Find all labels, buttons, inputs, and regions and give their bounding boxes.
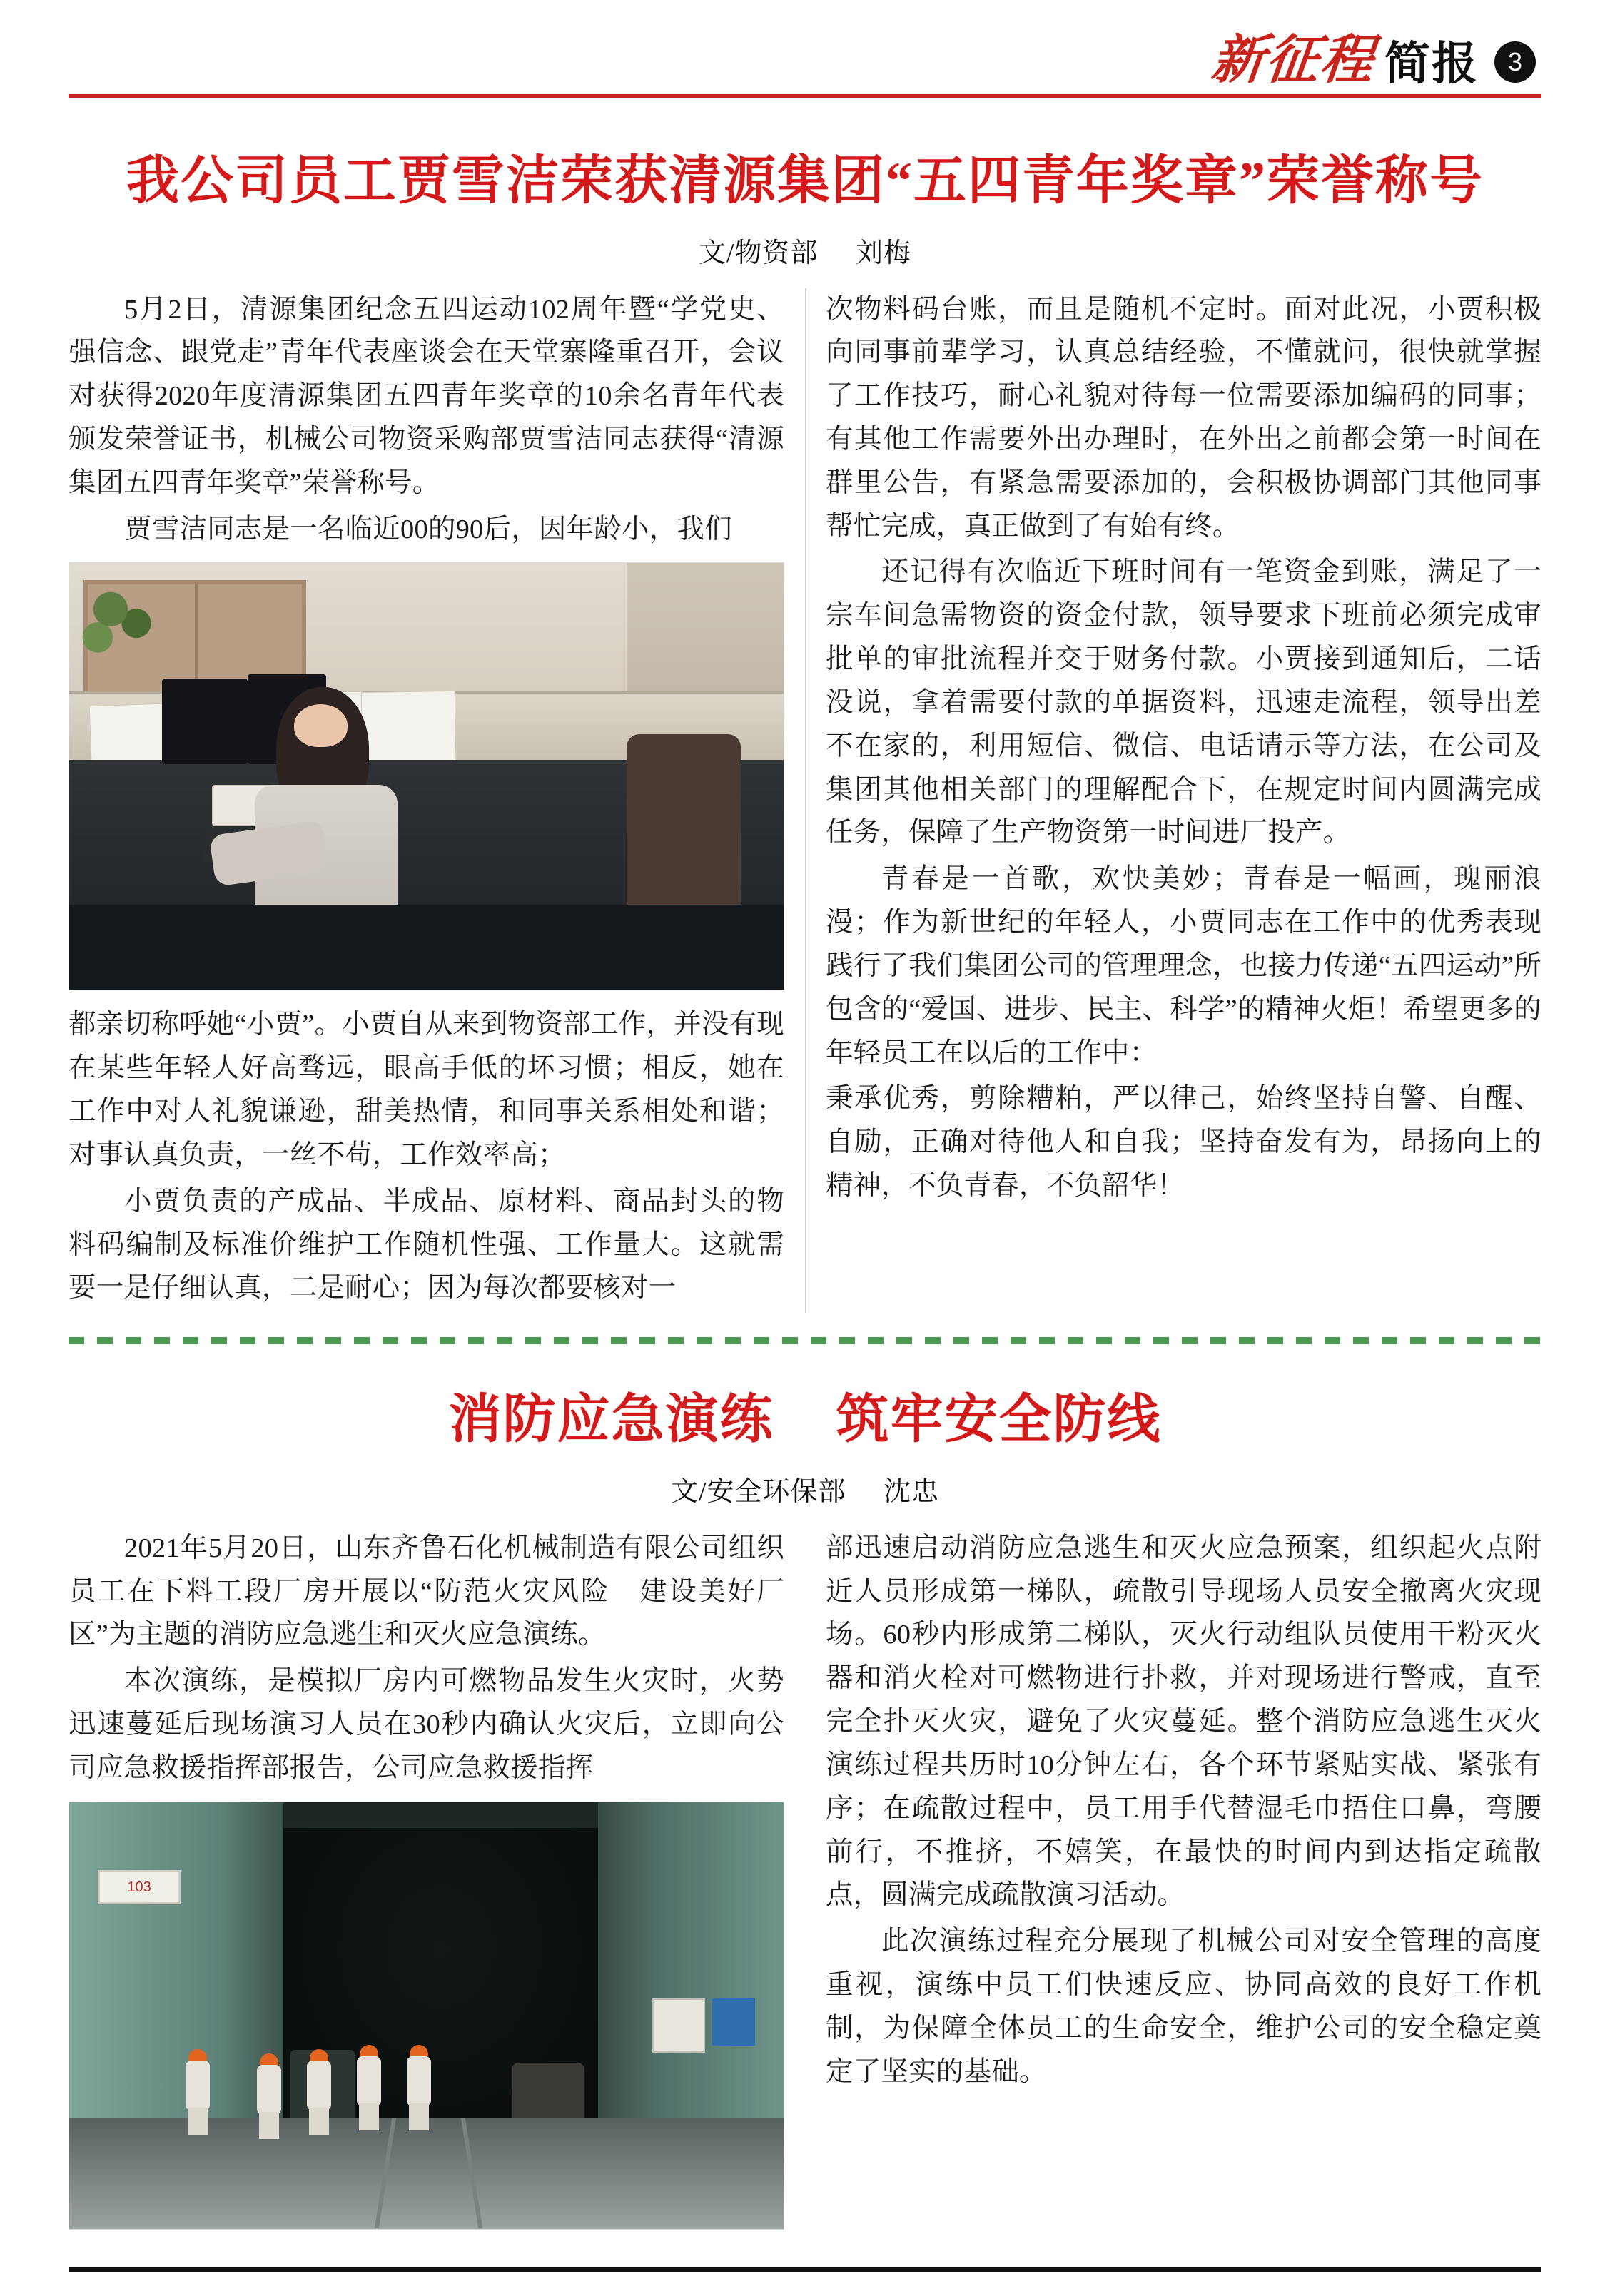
article-one-headline: 我公司员工贾雪洁荣获清源集团“五四青年奖章”荣誉称号 xyxy=(126,152,1484,210)
article-two-headline-part-two: 筑牢安全防线 xyxy=(836,1391,1162,1450)
article-two-byline-source: 文/安全环保部 xyxy=(670,1476,846,1507)
worker-body xyxy=(186,2061,210,2110)
page-number-badge: 3 xyxy=(1494,41,1536,83)
paragraph: 2021年5月20日，山东齐鲁石化机械制造有限公司组织员工在下料工段厂房开展以“防范火灾风险 建设美好厂区”为主题的消防应急逃生和灭火应急演练。 xyxy=(69,1533,784,1650)
photo-floor xyxy=(69,2118,784,2228)
article-two xyxy=(69,1387,1541,2242)
bay-label: 103 xyxy=(98,1870,181,1904)
photo-person-head xyxy=(294,704,348,747)
paragraph: 还记得有次临近下班时间有一笔资金到账，满足了一宗车间急需物资的资金付款，领导要求下班前必须完成审批单的审批流程并交于财务付款。小贾接到通知后，二话没说，拿着需要付款的单据资料，迅速走流程，领导出差不在家的，利用短信、微信、电话请示等方法，在公司及集团其他相关部门的理解配合下，在规定时间内圆满完成任务，保障了生产物资第一时间进厂投产。 xyxy=(826,557,1541,848)
paragraph: 小贾负责的产成品、半成品、原材料、商品封头的物料码编制及标准价维护工作随机性强、工作量大。这就需要一是仔细认真，二是耐心；因为每次都要核对一 xyxy=(69,1186,784,1304)
article-two-columns xyxy=(69,1527,1541,2242)
paragraph: 本次演练，是模拟厂房内可燃物品发生火灾时，火势迅速蔓延后现场演习人员在30秒内确认火灾后，立即向公司应急救援指挥部报告，公司应急救援指挥 xyxy=(69,1666,784,1783)
article-one-byline-source: 文/物资部 xyxy=(698,238,819,268)
article-two-byline-author: 沈忠 xyxy=(884,1476,940,1507)
article-one xyxy=(69,148,1541,1313)
worker-legs xyxy=(409,2103,429,2130)
photo-worker xyxy=(183,2049,212,2135)
photo-worker xyxy=(255,2053,283,2139)
safety-poster xyxy=(652,1998,705,2053)
office-photo xyxy=(69,562,784,990)
worker-body xyxy=(357,2056,381,2106)
photo-worker xyxy=(355,2045,383,2130)
worker-body xyxy=(307,2061,331,2110)
article-two-headline xyxy=(69,1387,1541,1453)
paragraph: 青春是一首歌，欢快美妙；青春是一幅画，瑰丽浪漫；作为新世纪的年轻人，小贾同志在工作中的优秀表现践行了我们集团公司的管理理念，也接力传递“五四运动”所包含的“爱国、进步、民主、科学”的精神火炬！希望更多的年轻员工在以后的工作中： xyxy=(826,864,1541,1068)
photo-desk-front xyxy=(69,905,784,990)
plant-icon xyxy=(76,572,162,666)
article-one-byline xyxy=(69,230,1541,270)
fire-drill-photo xyxy=(69,1802,784,2230)
brand-script-title: 新征程 xyxy=(1208,31,1378,90)
worker-body xyxy=(257,2065,281,2115)
article-one-right-column xyxy=(826,288,1541,1314)
article-two-left-column xyxy=(69,1527,784,2242)
worker-legs xyxy=(188,2108,208,2135)
worker-legs xyxy=(309,2108,329,2135)
paragraph: 部迅速启动消防应急逃生和灭火应急预案，组织起火点附近人员形成第一梯队，疏散引导现场人员安全撤离火灾现场。60秒内形成第二梯队，灭火行动组队员使用干粉灭火器和消火栓对可燃物进行扑救，并对现场进行警戒，直至完全扑灭火灾，避免了火灾蔓延。整个消防应急逃生灭火演练过程共历时10分钟左右，各个环节紧贴实战、紧张有序；在疏散过程中，员工用手代替湿毛巾捂住口鼻，弯腰前行，不推挤，不嬉笑，在最快的时间内到达指定疏散点，圆满完成疏散演习活动。 xyxy=(826,1533,1541,1911)
brand-plain-title: 简报 xyxy=(1384,39,1479,89)
monitor-icon xyxy=(162,679,248,764)
article-two-headline-part-one: 消防应急演练 xyxy=(448,1391,774,1450)
paragraph: 秉承优秀，剪除糟粕，严以律己，始终坚持自警、自醒、自励，正确对待他人和自我；坚持奋发有为，昂扬向上的精神，不负青春，不负韶华！ xyxy=(826,1084,1541,1202)
photo-worker xyxy=(305,2049,333,2135)
section-divider xyxy=(69,1337,1541,1344)
column-divider xyxy=(805,288,806,1314)
footer-rule xyxy=(69,2267,1541,2272)
paragraph: 贾雪洁同志是一名临近00的90后，因年龄小，我们 xyxy=(124,514,732,544)
article-one-left-column xyxy=(69,288,784,1314)
photo-worker xyxy=(405,2045,433,2130)
worker-legs xyxy=(259,2112,279,2139)
paragraph: 5月2日，清源集团纪念五四运动102周年暨“学党史、强信念、跟党走”青年代表座谈会在天堂寨隆重召开，会议对获得2020年度清源集团五四青年奖章的10余名青年代表颁发荣誉证书，机械公司物资采购部贾雪洁同志获得“清源集团五四青年奖章”荣誉称号。 xyxy=(69,294,784,498)
masthead-rule xyxy=(69,94,1541,98)
worker-body xyxy=(407,2056,431,2106)
worker-legs xyxy=(359,2103,379,2130)
paragraph: 此次演练过程充分展现了机械公司对安全管理的高度重视，演练中员工们快速反应、协同高效的良好工作机制，为保障全体员工的生命安全，维护公司的安全稳定奠定了坚实的基础。 xyxy=(826,1926,1541,2087)
article-one-byline-author: 刘梅 xyxy=(856,238,912,268)
paragraph: 都亲切称呼她“小贾”。小贾自从来到物资部工作，并没有现在某些年轻人好高骛远，眼高手低的坏习惯；相反，她在工作中对人礼貌谦逊，甜美热情，和同事关系相处和谐；对事认真负责，一丝不苟，工作效率高； xyxy=(69,1010,784,1170)
paragraph: 次物料码台账，而且是随机不定时。面对此况，小贾积极向同事前辈学习，认真总结经验，不懂就问，很快就掌握了工作技巧，耐心礼貌对待每一位需要添加编码的同事；有其他工作需要外出办理时，在外出之前都会第一时间在群里公告，有紧急需要添加的，会积极协调部门其他同事帮忙完成，真正做到了有始有终。 xyxy=(826,294,1541,542)
photo-drum xyxy=(512,2063,584,2123)
safety-poster xyxy=(712,1998,755,2046)
article-one-columns xyxy=(69,288,1541,1314)
masthead xyxy=(69,0,1541,107)
article-two-right-column xyxy=(826,1527,1541,2242)
article-two-byline xyxy=(69,1469,1541,1508)
